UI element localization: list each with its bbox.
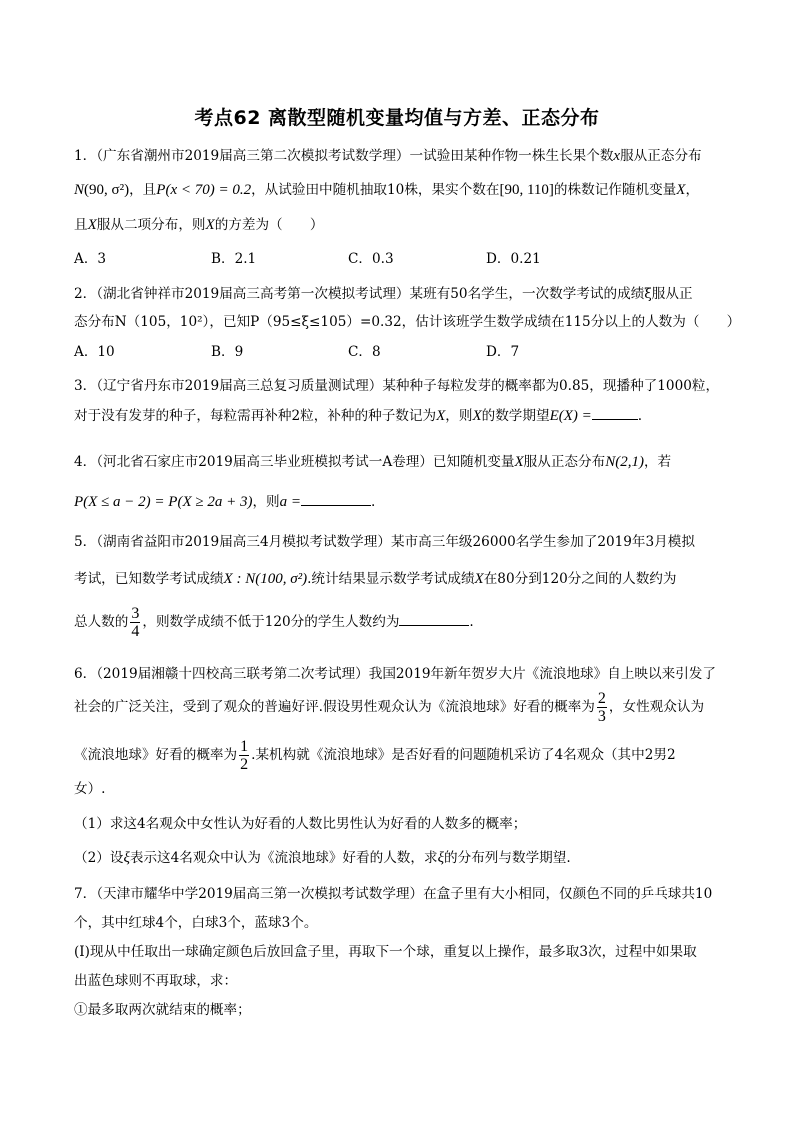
q1-normal-params: (90, σ²): [84, 182, 130, 198]
q6-line2: [74, 690, 734, 725]
q1-option-c: C．0.3: [348, 251, 394, 267]
q6-fraction-male: [597, 690, 607, 725]
q1-text: ，从试验田中随机抽取10株，果实个数在: [251, 182, 500, 198]
q4-text: 4．（河北省石家庄市2019届高三毕业班模拟考试一A卷理）已知随机变量: [74, 454, 515, 470]
q6-frac-num: 2: [597, 690, 606, 707]
q1-var-X: X: [87, 217, 97, 233]
q2-option-c: C．8: [348, 344, 381, 360]
q6-fraction-female: [239, 738, 249, 773]
q6-text: ，女性观众认为: [608, 699, 705, 715]
q4-var-X: X: [514, 454, 524, 470]
q2-option-d: D．7: [486, 344, 520, 360]
q5-line1: 5．（湖南省益阳市2019届高三4月模拟考试数学理）某市高三年级26000名学生参加了2019年3月模拟: [74, 534, 695, 550]
q6-text: 社会的广泛关注，受到了观众的普遍好评.假设男性观众认为《流浪地球》好看的概率为: [74, 699, 595, 715]
q5-text: ，则数学成绩不低于120分的学生人数约为: [142, 614, 400, 630]
q4-text: ，则: [252, 494, 280, 510]
q5-text: .统计结果显示数学考试成绩: [307, 571, 475, 587]
q6-line4: 女）.: [74, 781, 106, 797]
q7-line5: ①最多取两次就结束的概率；: [74, 1002, 251, 1018]
q6-text: （2）设: [74, 850, 124, 866]
q3-line2: [74, 404, 734, 425]
page-title: 考点62 离散型随机变量均值与方差、正态分布: [194, 107, 600, 129]
q3-line1: 3．（辽宁省丹东市2019届高三总复习质量测试理）某种种子每粒发芽的概率都为0.85，现播种了1000粒，: [74, 378, 720, 394]
q4-line1: [74, 450, 734, 471]
q6-line3: [74, 738, 734, 773]
q1-var-x: x: [613, 148, 621, 164]
q1-normal-N: N: [74, 182, 85, 198]
q1-text: 且: [74, 217, 88, 233]
q1-line1: [74, 144, 734, 165]
q4-text-end: .: [371, 494, 376, 510]
q2-option-b: B．9: [211, 344, 244, 360]
q3-text: 的数学期望: [481, 408, 550, 424]
q3-text: ，则: [445, 408, 473, 424]
q5-text: 在80分到120分之间的人数约为: [483, 571, 677, 587]
q1-text: 1．（广东省潮州市2019届高三第二次模拟考试数学理）一试验田某种作物一株生长果个数: [74, 148, 614, 164]
q6-text: 《流浪地球》好看的概率为: [74, 747, 238, 763]
q1-var-X: X: [205, 217, 215, 233]
q1-option-d: D．0.21: [486, 251, 541, 267]
q6-line1: 6．（2019届湘赣十四校高三联考第二次考试理）我国2019年新年贺岁大片《流浪地球》自上映以来引发了: [74, 666, 716, 682]
q6-var-xi: ξ: [123, 850, 130, 866]
q1-option-a: A．3: [74, 251, 107, 267]
q6-frac-den: 2: [240, 756, 249, 773]
q6-var-xi: ξ: [437, 850, 445, 866]
q5-answer-blank: [399, 613, 469, 626]
q3-var-X: X: [436, 408, 446, 424]
q1-text: ，且: [129, 182, 157, 198]
q2-option-a: A．10: [74, 344, 115, 360]
q1-text: ，: [685, 182, 700, 198]
q4-var-a: a =: [279, 494, 302, 510]
q5-text: 考试，已知数学考试成绩: [74, 571, 224, 587]
q3-text: 对于没有发芽的种子，每粒需再补种2粒，补种的种子数记为: [74, 408, 437, 424]
q5-line2: [74, 567, 734, 588]
q4-text: 服从正态分布: [523, 454, 606, 470]
q1-text-end: 服从正态分布: [620, 148, 702, 164]
q6-text: .某机构就《流浪地球》是否好看的问题随机采访了4名观众（其中2男2: [251, 747, 676, 763]
q5-text: 总人数的: [74, 614, 129, 630]
q5-frac-den: 4: [131, 623, 140, 640]
q4-text: ，若: [643, 454, 672, 470]
q3-text-end: .: [637, 408, 643, 424]
q6-text: 表示这4名观众中认为《流浪地球》好看的人数，求: [129, 850, 438, 866]
q4-equation: P(X ≤ a − 2) = P(X ≥ 2a + 3): [74, 494, 253, 510]
q3-answer-blank: [592, 407, 638, 420]
q1-text: 的方差为（ ）: [214, 217, 324, 233]
q2-line2: 态分布N（105，10²），已知P（95≤ξ≤105）=0.32，估计该班学生数学成绩在115分以上的人数为（ ）: [74, 314, 741, 330]
q4-normal-dist: N(2,1): [605, 454, 644, 470]
q3-expectation-expr: E(X) =: [549, 408, 592, 424]
q5-frac-num: 3: [131, 605, 140, 622]
q1-option-b: B．2.1: [211, 251, 257, 267]
q7-line1: 7．（天津市耀华中学2019届高三第一次模拟考试数学理）在盒子里有大小相同，仅颜色不同的乒乓球共10: [74, 886, 713, 902]
q2-line1: 2．（湖北省钟祥市2019届高三高考第一次模拟考试理）某班有50名学生，一次数学考试的成绩ξ服从正: [74, 286, 693, 302]
q5-fraction: [130, 605, 140, 640]
q5-line3: [74, 605, 734, 640]
q4-answer-blank: [301, 493, 371, 506]
q7-line2: 个，其中红球4个，白球3个，蓝球3个。: [74, 915, 318, 931]
q3-var-X: X: [472, 408, 482, 424]
q5-var-X: X: [474, 571, 484, 587]
q5-text-end: .: [469, 614, 474, 630]
q1-interval: [90, 110]: [499, 182, 554, 198]
q1-line3: [74, 213, 734, 234]
q6-frac-den: 3: [597, 708, 606, 725]
q1-prob-expr: P(x < 70) = 0.2: [156, 182, 252, 198]
q6-subquestion-2: [74, 846, 734, 867]
q7-line3: (Ⅰ)现从中任取出一球确定颜色后放回盒子里，再取下一个球，重复以上操作，最多取3次，过程中如果取: [74, 944, 697, 960]
q1-line2: [74, 178, 734, 199]
q1-text: 的株数记作随机变量: [553, 182, 677, 198]
q1-var-X: X: [676, 182, 686, 198]
q6-subquestion-1: （1）求这4名观众中女性认为好看的人数比男性认为好看的人数多的概率；: [74, 816, 527, 832]
q5-normal-dist: X : N(100, σ²): [223, 571, 308, 587]
q4-line2: [74, 490, 734, 511]
q1-text: 服从二项分布，则: [96, 217, 206, 233]
q6-text: 的分布列与数学期望.: [444, 850, 571, 866]
q7-line4: 出蓝色球则不再取球，求：: [74, 973, 238, 989]
q6-frac-num: 1: [240, 738, 249, 755]
